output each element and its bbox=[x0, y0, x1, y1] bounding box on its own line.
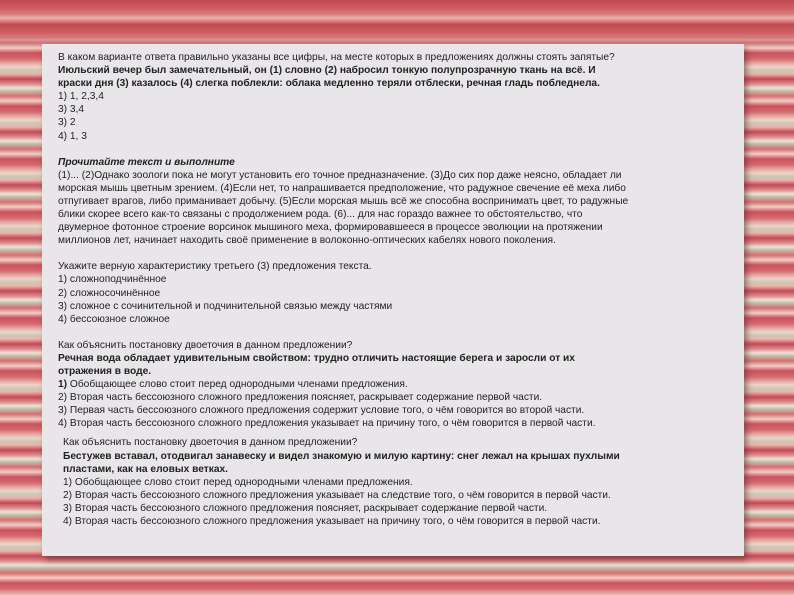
q2-text-line: морская мышь цветным зрением. (4)Если нет, то напрашивается предположение, что радужное свечение её меха либо bbox=[58, 182, 626, 194]
q2-text-line: (1)... (2)Однако зоологи пока не могут установить его точное предназначение. (3)До сих пор даже неясно, обладает ли bbox=[58, 169, 622, 181]
q2-text-line: двумерное фотонное строение ворсинок мышиного меха, формировавшееся в процессе эволюции на протяжении bbox=[58, 222, 603, 234]
q4-option-4[interactable]: 4) Вторая часть бессоюзного сложного предложения указывает на причину того, о чём говорится в первой части. bbox=[58, 418, 596, 430]
q1-option-3[interactable]: 3) 2 bbox=[58, 117, 76, 129]
q5-sentence-line-2: пластами, как на еловых ветках. bbox=[63, 463, 229, 475]
q1-question: В каком варианте ответа правильно указаны все цифры, на месте которых в предложениях должны стоять запятые? bbox=[58, 52, 615, 63]
q5-sentence-line-1: Бестужев вставал, отодвигал занавеску и видел знакомую и милую картину: снег лежал на крышах пухлыми bbox=[63, 450, 620, 462]
q1-option-1[interactable]: 1) 1, 2,3,4 bbox=[58, 91, 104, 103]
q4-option-2[interactable]: 2) Вторая часть бессоюзного сложного предложения поясняет, раскрывает содержание первой части. bbox=[58, 392, 543, 404]
q4-question: Как объяснить постановку двоеточия в данном предложении? bbox=[58, 339, 353, 351]
q1-sentence-line-2: краски дня (3) казалось (4) слегка поблекли: облака медленно теряли отблески, речная гладь побледнела. bbox=[58, 78, 600, 90]
question-5 bbox=[58, 436, 734, 528]
q4-option-1[interactable] bbox=[58, 378, 734, 391]
q1-sentence-line-1: Июльский вечер был замечательный, он (1) словно (2) набросил тонкую полупрозрачную ткань на всё. И bbox=[58, 65, 596, 77]
q2-heading: Прочитайте текст и выполните bbox=[58, 156, 235, 168]
q3-option-3[interactable]: 3) сложное с сочинительной и подчинительной связью между частями bbox=[58, 300, 393, 312]
q4-sentence-line-1: Речная вода обладает удивительным свойством: трудно отличить настоящие берега и заросли от их bbox=[58, 352, 575, 364]
q4-option-1-text: Обобщающее слово стоит перед однородными членами предложения. bbox=[67, 379, 408, 391]
q5-question: Как объяснить постановку двоеточия в данном предложении? bbox=[63, 437, 358, 449]
q1-option-4[interactable]: 4) 1, 3 bbox=[58, 130, 87, 142]
q3-option-1[interactable]: 1) сложноподчинённое bbox=[58, 274, 167, 286]
question-4 bbox=[58, 339, 734, 431]
question-1 bbox=[58, 51, 734, 143]
q3-option-4[interactable]: 4) бессоюзное сложное bbox=[58, 313, 170, 325]
q5-option-3[interactable]: 3) Вторая часть бессоюзного сложного предложения поясняет, раскрывает содержание первой части. bbox=[63, 502, 548, 514]
q4-sentence-line-2: отражения в воде. bbox=[58, 365, 152, 377]
question-3 bbox=[58, 260, 734, 325]
q3-option-2[interactable]: 2) сложносочинённое bbox=[58, 287, 161, 299]
q2-text-line: миллионов лет, начинает находить своё применение в волоконно-оптических кабелях нового поколения. bbox=[58, 235, 556, 247]
q4-option-1-number: 1) bbox=[58, 379, 68, 391]
q5-option-2[interactable]: 2) Вторая часть бессоюзного сложного предложения указывает на следствие того, о чём говорится в первой части. bbox=[63, 489, 611, 501]
q3-question: Укажите верную характеристику третьего (3) предложения текста. bbox=[58, 261, 372, 273]
q2-text-line: блики скорее всего как-то связаны с продолжением рода. (6)... для нас гораздо важнее то обстоятельство, что bbox=[58, 209, 583, 221]
q5-option-1[interactable]: 1) Обобщающее слово стоит перед однородными членами предложения. bbox=[63, 476, 413, 488]
quiz-panel bbox=[42, 44, 744, 556]
striped-background-band bbox=[0, 0, 794, 40]
question-2-text bbox=[58, 156, 734, 248]
q5-option-4[interactable]: 4) Вторая часть бессоюзного сложного предложения указывает на причину того, о чём говорится в первой части. bbox=[63, 516, 601, 527]
q4-option-3[interactable]: 3) Первая часть бессоюзного сложного предложения содержит условие того, о чём говорится во второй части. bbox=[58, 405, 585, 417]
q2-text-line: отпугивает врагов, либо приманивает добычу. (5)Если морская мышь всё же способна воспринимать цвет, то радужные bbox=[58, 195, 629, 207]
q1-option-2[interactable]: 3) 3,4 bbox=[58, 104, 85, 116]
